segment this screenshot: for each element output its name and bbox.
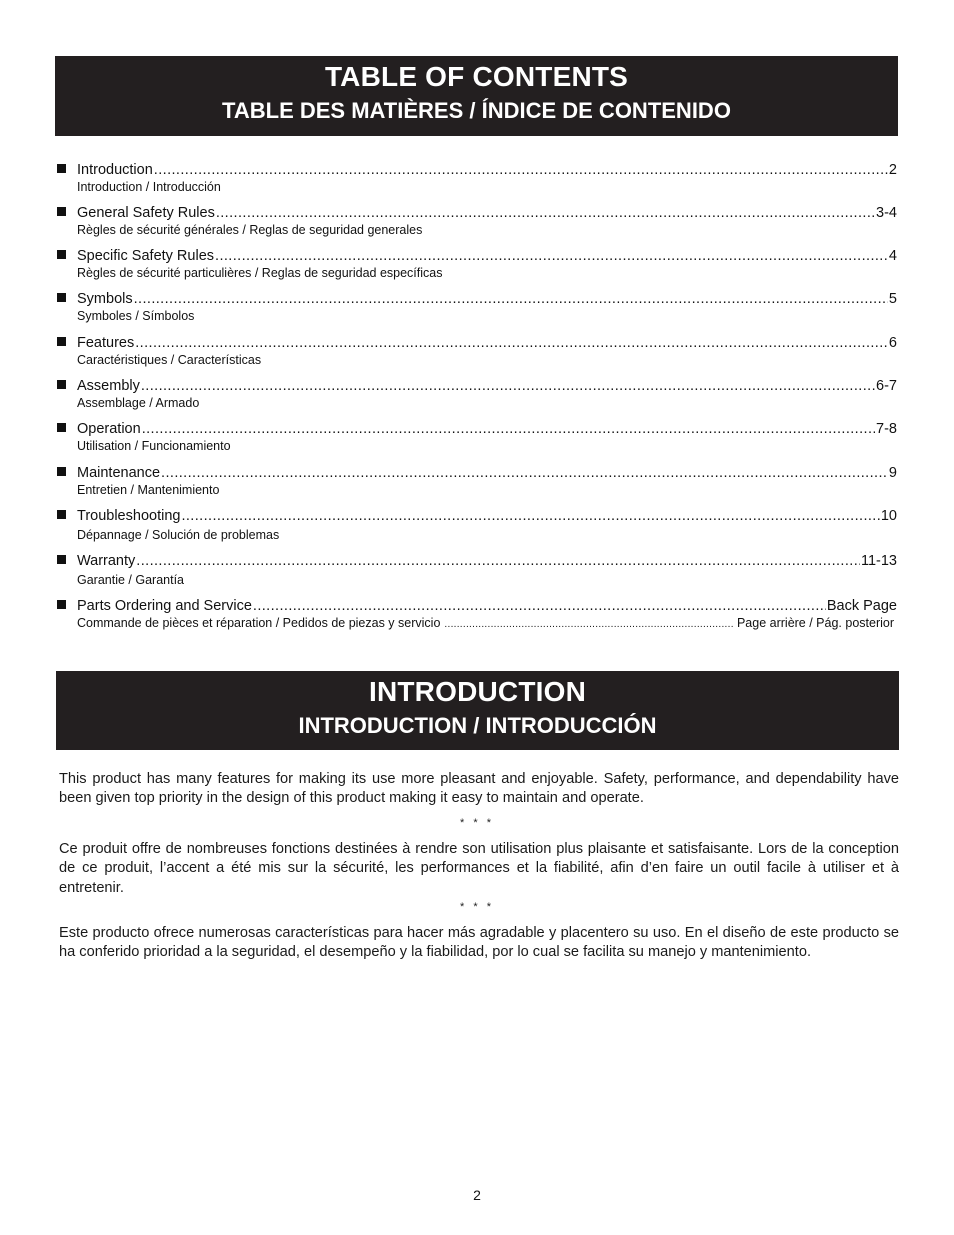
toc-entry-subtitle: Assemblage / Armado — [77, 396, 200, 410]
dot-leader — [136, 552, 860, 570]
bullet-icon — [57, 293, 66, 302]
toc-entry-introduction[interactable] — [57, 161, 897, 195]
toc-entry-troubleshooting[interactable] — [57, 507, 897, 543]
toc-entry-subtitle: Règles de sécurité générales / Reglas de seguridad generales — [77, 223, 423, 237]
bullet-icon — [57, 467, 66, 476]
toc-entry-subtitle: Commande de pièces et réparation / Pedidos de piezas y servicio — [77, 616, 441, 630]
toc-entry-features[interactable] — [57, 334, 897, 368]
toc-entry-subtitle: Symboles / Símbolos — [77, 309, 195, 323]
toc-entry-subtitle: Introduction / Introducción — [77, 180, 221, 194]
toc-entry-title: Features — [77, 335, 135, 351]
toc-entry-specific-safety-rules[interactable] — [57, 247, 897, 281]
bullet-icon — [57, 250, 66, 259]
toc-entry-title: Operation — [77, 421, 141, 437]
separator-stars: * * * — [460, 901, 494, 913]
dot-leader — [134, 290, 888, 308]
dot-leader — [135, 334, 888, 352]
bullet-icon — [57, 164, 66, 173]
dot-leader — [154, 161, 888, 179]
dot-leader — [253, 597, 826, 615]
toc-entry-subtitle-page: Page arrière / Pág. posterior — [736, 616, 894, 630]
toc-entry-subtitle: Entretien / Mantenimiento — [77, 483, 220, 497]
toc-entry-operation[interactable] — [57, 420, 897, 454]
intro-paragraph-spanish: Este producto ofrece numerosas características para hacer más agradable y placentero su uso. En el diseño de este producto se ha conferido prioridad a la seguridad, el desempeño y la fiabilidad, por lo cual se facilita su manejo y mantenimiento. — [59, 925, 899, 961]
bullet-icon — [57, 380, 66, 389]
toc-entry-subtitle: Utilisation / Funcionamiento — [77, 439, 231, 453]
bullet-icon — [57, 510, 66, 519]
dot-leader — [141, 377, 875, 395]
page-number: 2 — [473, 1187, 481, 1203]
toc-entry-page: 5 — [888, 291, 897, 307]
bullet-icon — [57, 423, 66, 432]
toc-entry-subtitle: Dépannage / Solución de problemas — [77, 528, 280, 542]
introduction-title: INTRODUCTION — [368, 676, 587, 707]
toc-entry-general-safety-rules[interactable] — [57, 204, 897, 238]
intro-paragraph-french: Ce produit offre de nombreuses fonctions destinées à rendre son utilisation plus plaisante et satisfaisante. Lors de la conception de ce produit, l’accent a été mis sur la sécurité, les performances et la fiabilité, afin d’en faire un outil facile à utiliser et à entretenir. — [59, 841, 899, 896]
toc-entry-page: 3-4 — [876, 205, 897, 221]
toc-entry-page: 4 — [888, 248, 897, 264]
toc-entry-title: Symbols — [77, 291, 133, 307]
dot-leader — [142, 420, 875, 438]
dot-leader — [161, 464, 888, 482]
toc-title: TABLE OF CONTENTS — [324, 61, 629, 92]
toc-entry-title: Introduction — [77, 162, 153, 178]
introduction-subtitle: INTRODUCTION / INTRODUCCIÓN — [298, 713, 657, 738]
toc-entry-subtitle: Règles de sécurité particulières / Reglas de seguridad específicas — [77, 266, 443, 280]
separator-stars: * * * — [460, 817, 494, 829]
toc-entry-title: Assembly — [77, 378, 140, 394]
bullet-icon — [57, 600, 66, 609]
bullet-icon — [57, 207, 66, 216]
toc-entry-page: 7-8 — [876, 421, 897, 437]
toc-entry-title: Parts Ordering and Service — [77, 598, 252, 614]
toc-entry-parts-ordering[interactable] — [57, 597, 897, 633]
toc-entry-assembly[interactable] — [57, 377, 897, 411]
toc-entry-page: 6-7 — [876, 378, 897, 394]
dot-leader — [181, 507, 879, 525]
bullet-icon — [57, 555, 66, 564]
dot-leader — [215, 247, 888, 265]
toc-entry-warranty[interactable] — [57, 552, 897, 588]
toc-entry-symbols[interactable] — [57, 290, 897, 324]
toc-entry-title: General Safety Rules — [77, 205, 215, 221]
dot-leader — [216, 204, 875, 222]
toc-entry-subtitle: Garantie / Garantía — [77, 573, 185, 587]
toc-entry-page: 11-13 — [860, 553, 897, 569]
toc-entry-page: 10 — [880, 508, 897, 524]
intro-paragraph-english: This product has many features for making its use more pleasant and enjoyable. Safety, performance, and dependability have been given top priority in the design of this product making it easy to maintain and operate. — [59, 771, 899, 807]
toc-entry-title: Warranty — [77, 553, 136, 569]
toc-entry-page: 9 — [888, 465, 897, 481]
toc-entry-maintenance[interactable] — [57, 464, 897, 498]
toc-entry-subtitle: Caractéristiques / Características — [77, 353, 262, 367]
toc-entry-page: 6 — [888, 335, 897, 351]
toc-banner — [55, 56, 898, 136]
bullet-icon — [57, 337, 66, 346]
toc-entry-title: Maintenance — [77, 465, 161, 481]
toc-entry-title: Specific Safety Rules — [77, 248, 215, 264]
toc-entry-title: Troubleshooting — [77, 508, 181, 524]
toc-entry-page: 2 — [888, 162, 897, 178]
toc-entry-page: Back Page — [826, 598, 897, 614]
dot-leader — [444, 617, 733, 633]
introduction-banner — [56, 671, 899, 750]
toc-subtitle: TABLE DES MATIÈRES / ÍNDICE DE CONTENIDO — [222, 98, 731, 123]
